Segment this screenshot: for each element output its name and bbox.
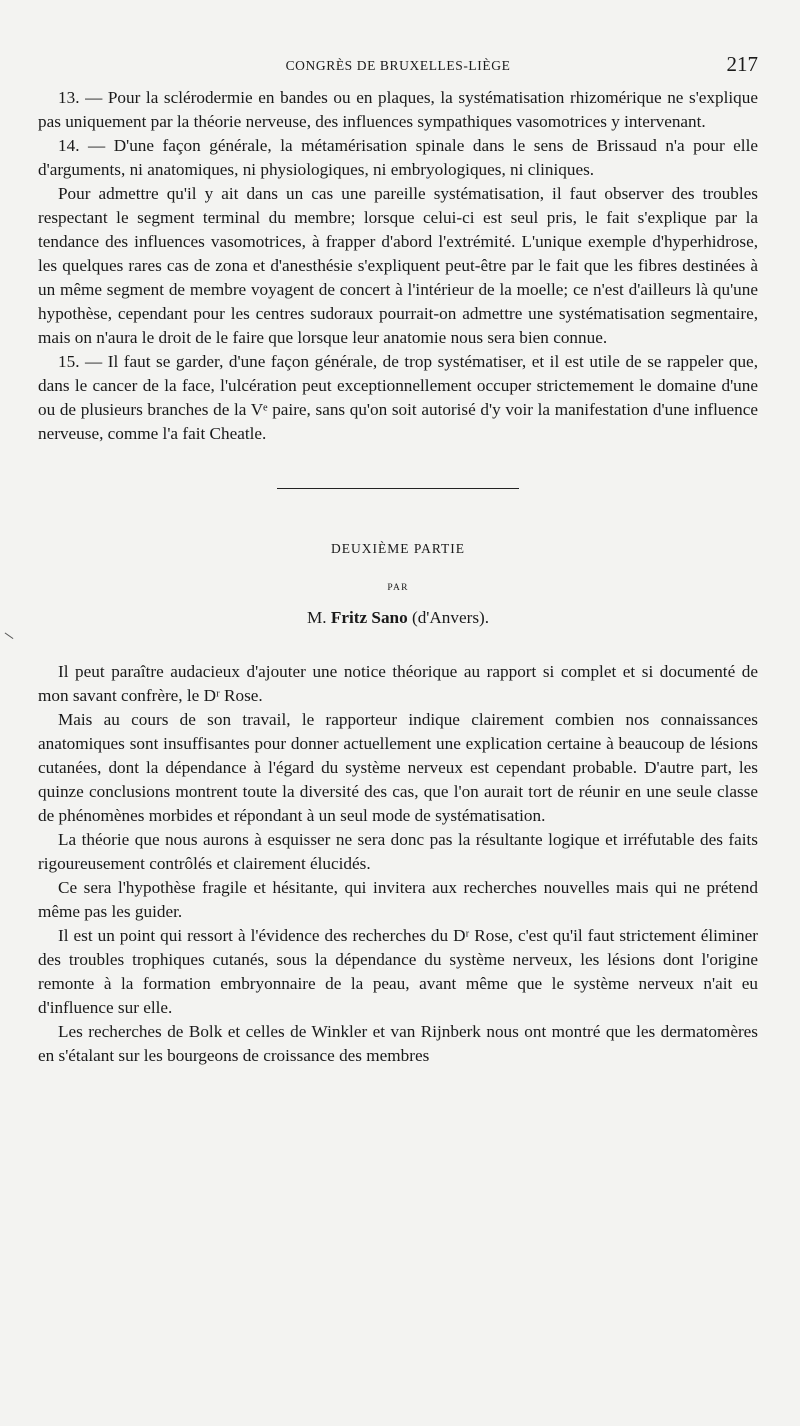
author-prefix: M. bbox=[306, 608, 327, 627]
paragraph: 13. — Pour la sclérodermie en bandes ou en plaques, la systématisation rhizomérique ne s'explique pas uniquement par la théorie nerveuse, des influences sympathiques vasomotrices y intervenant. bbox=[38, 88, 758, 131]
author-line bbox=[38, 608, 758, 628]
running-title: CONGRÈS DE BRUXELLES-LIÈGE bbox=[285, 58, 511, 73]
section-second-part bbox=[38, 660, 758, 1068]
paragraph: 15. — Il faut se garder, d'une façon générale, de trop systématiser, et il est utile de se rappeler que, dans le cancer de la face, l'ulcération peut exceptionnellement occuper strictemement le domaine d'une ou de plusieurs branches de la Vᵉ paire, sans qu'on soit autorisé d'y voir la manifestation d'une influence nerveuse, comme l'a fait Cheatle. bbox=[38, 352, 758, 443]
running-header bbox=[38, 52, 758, 86]
par-label: PAR bbox=[387, 583, 409, 593]
paragraph: Les recherches de Bolk et celles de Winkler et van Rijnberk nous ont montré que les dermatomères en s'étalant sur les bourgeons de croissance des membres bbox=[38, 1022, 758, 1065]
page-number: 217 bbox=[726, 52, 758, 76]
part-title: DEUXIÈME PARTIE bbox=[330, 541, 466, 556]
section-conclusions bbox=[38, 86, 758, 446]
margin-mark bbox=[0, 632, 13, 650]
author-name: Fritz Sano bbox=[330, 608, 408, 627]
paragraph: 14. — D'une façon générale, la métamérisation spinale dans le sens de Brissaud n'a pour elle d'arguments, ni anatomiques, ni physiologiques, ni embryologiques, ni cliniques. bbox=[38, 136, 758, 179]
paragraph: La théorie que nous aurons à esquisser ne sera donc pas la résultante logique et irréfutable des faits rigoureusement contrôlés et clairement élucidés. bbox=[38, 830, 758, 873]
paragraph: Ce sera l'hypothèse fragile et hésitante, qui invitera aux recherches nouvelles mais qui ne prétend même pas les guider. bbox=[38, 878, 758, 921]
author-suffix: (d'Anvers). bbox=[411, 608, 490, 627]
paragraph: Pour admettre qu'il y ait dans un cas une pareille systématisation, il faut observer des troubles respectant le segment terminal du membre; lorsque celui-ci est seul pris, le fait s'explique par la tendance des influences vasomotrices, à frapper d'abord l'extrémité. L'unique exemple d'hyperhidrose, les quelques rares cas de zona et d'anesthésie s'expliquent peut-être par le fait que les fibres destinées à un même segment de membre voyagent de concert à l'intérieur de la moelle; ce n'est d'ailleurs là qu'une hypothèse, cependant pour les centres sudoraux pourrait-on admettre une systématisation segmentaire, mais on n'aura le droit de le faire que lorsque leur anatomie nous sera bien connue. bbox=[38, 184, 758, 347]
paragraph: Il peut paraître audacieux d'ajouter une notice théorique au rapport si complet et si documenté de mon savant confrère, le Dʳ Rose. bbox=[38, 662, 758, 705]
paragraph: Il est un point qui ressort à l'évidence des recherches du Dʳ Rose, c'est qu'il faut strictement éliminer des troubles trophiques cutanés, sous la dépendance du système nerveux, les lésions dont l'origine remonte à la formation embryonnaire de la peau, avant même que le système nerveux n'ait eu d'influence sur elle. bbox=[38, 926, 758, 1017]
paragraph: Mais au cours de son travail, le rapporteur indique clairement combien nos connaissances anatomiques sont insuffisantes pour donner actuellement une explication certaine à beaucoup de lésions cutanées, dont la dépendance à l'égard du système nerveux est cependant probable. D'autre part, les quinze conclusions montrent toute la diversité des cas, que l'on aurait tort de réunir en une seule classe de phénomènes morbides et répondant à un seul mode de systématisation. bbox=[38, 710, 758, 825]
section-divider bbox=[277, 488, 519, 489]
